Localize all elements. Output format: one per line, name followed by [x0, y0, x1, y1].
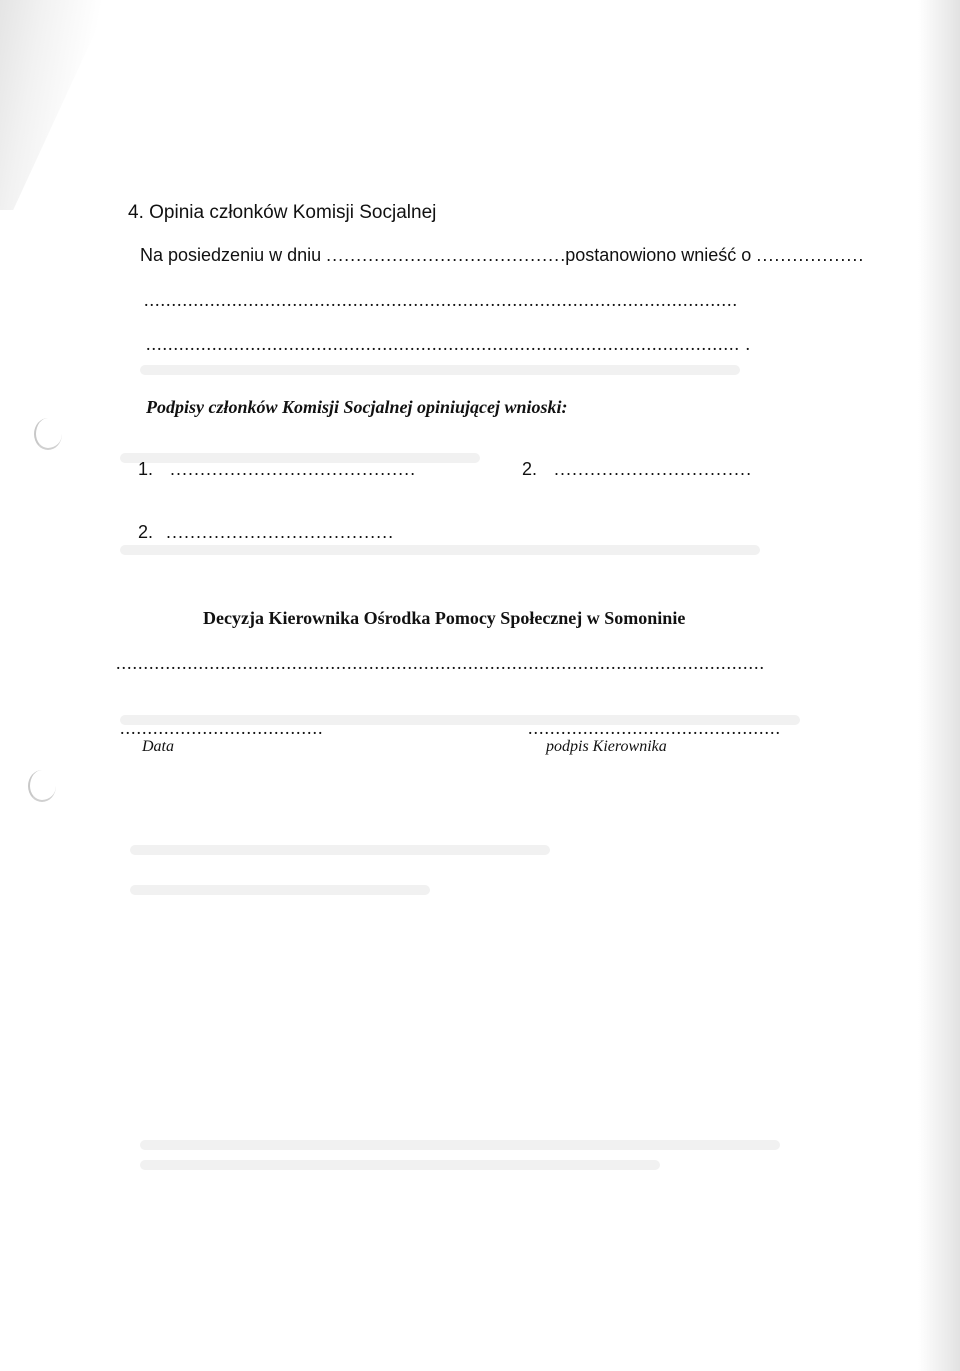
signature-item-1-field[interactable]: ......................................... — [170, 459, 417, 479]
punch-hole-top — [34, 418, 62, 450]
signatures-heading: Podpisy członków Komisji Socjalnej opiniującej wnioski: — [146, 397, 568, 417]
signature-item-1-number: 1. — [138, 459, 154, 479]
section-heading: 4. Opinia członków Komisji Socjalnej — [128, 202, 437, 223]
signature-item-1 — [138, 459, 416, 480]
scan-shadow-right — [918, 0, 960, 1371]
director-signature-label: podpis Kierownika — [546, 738, 667, 755]
meeting-middle-text: .postanowiono wnieść o — [560, 245, 752, 265]
meeting-date-field[interactable]: ....................................... — [326, 245, 561, 265]
signature-item-2 — [522, 459, 752, 480]
signature-item-2-number: 2. — [522, 459, 538, 479]
bleed-through-line — [140, 1140, 780, 1150]
signature-item-3-number: 2. — [138, 522, 154, 542]
signature-item-2-field[interactable]: ................................. — [554, 459, 753, 479]
bleed-through-line — [140, 1160, 660, 1170]
bleed-through-line — [130, 885, 430, 895]
date-field[interactable]: ..................................... — [120, 718, 324, 738]
punch-hole-bottom — [28, 770, 56, 802]
director-signature-field[interactable]: .............................................. — [528, 718, 781, 738]
meeting-request-line-3[interactable]: ............................................................................................................ . — [146, 334, 751, 354]
meeting-request-field[interactable]: .................. — [756, 245, 865, 265]
bleed-through-line — [130, 845, 550, 855]
meeting-request-line-2[interactable]: ............................................................................................................ — [144, 290, 738, 310]
bleed-through-line — [120, 545, 760, 555]
signature-item-3 — [138, 522, 394, 543]
date-label: Data — [142, 738, 174, 755]
scan-shadow-left — [0, 0, 110, 210]
decision-field[interactable]: ...................................................................................................................... — [116, 653, 765, 673]
meeting-line — [140, 245, 864, 266]
meeting-prefix: Na posiedzeniu w dniu — [140, 245, 322, 265]
bleed-through-line — [140, 365, 740, 375]
signature-item-3-field[interactable]: ...................................... — [166, 522, 395, 542]
decision-heading: Decyzja Kierownika Ośrodka Pomocy Społecznej w Somoninie — [203, 608, 686, 628]
